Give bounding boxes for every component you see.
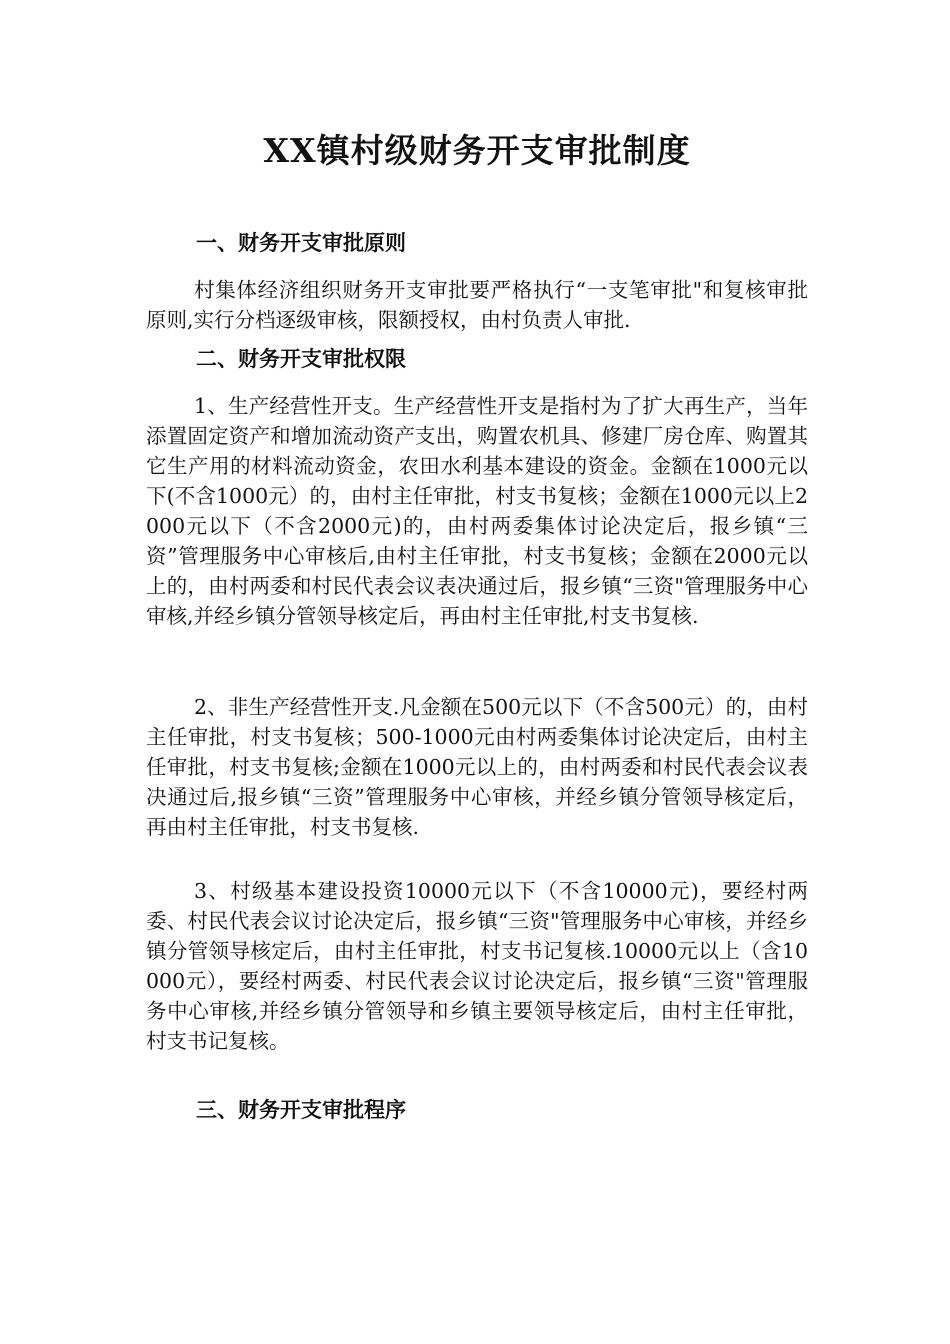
document-title: XX镇村级财务开支审批制度 xyxy=(263,131,691,170)
section-heading-authority: 二、财务开支审批权限 xyxy=(196,346,406,371)
paragraph-principles: 村集体经济组织财务开支审批要严格执行“一支笔审批"和复核审批原则,实行分档逐级审核，限额授权，由村负责人审批. xyxy=(146,278,808,332)
paragraph-non-production-expenses: 2、非生产经营性开支.凡金额在500元以下（不含500元）的，由村主任审批，村支书复核；500-1000元由村两委集体讨论决定后，由村主任审批，村支书复核;金额在1000元以上的，由村两委和村民代表会议表决通过后,报乡镇“三资”管理服务中心审核，并经乡镇分管领导核定后，再由村主任审批，村支书复核. xyxy=(146,695,808,839)
section-heading-procedure: 三、财务开支审批程序 xyxy=(196,1097,406,1122)
paragraph-construction-investment: 3、村级基本建设投资10000元以下（不含10000元)，要经村两委、村民代表会议讨论决定后，报乡镇“三资"管理服务中心审核，并经乡镇分管领导核定后，由村主任审批，村支书记复核.10000元以上（含10000元），要经村两委、村民代表会议讨论决定后，报乡镇“三资"管理服务中心审核,并经乡镇分管领导和乡镇主要领导核定后，由村主任审批，村支书记复核。 xyxy=(146,879,808,1053)
paragraph-production-expenses: 1、生产经营性开支。生产经营性开支是指村为了扩大再生产，当年添置固定资产和增加流动资产支出，购置农机具、修建厂房仓库、购置其它生产用的材料流动资金，农田水利基本建设的资金。金额在1000元以下(不含1000元）的，由村主任审批，村支书复核；金额在1000元以上2000元以下（不含2000元)的，由村两委集体讨论决定后，报乡镇“三资”管理服务中心审核后,由村主任审批，村支书复核；金额在2000元以上的，由村两委和村民代表会议表决通过后，报乡镇“三资"管理服务中心审核,并经乡镇分管领导核定后，再由村主任审批,村支书复核. xyxy=(146,394,808,628)
section-heading-principles: 一、财务开支审批原则 xyxy=(196,230,406,255)
